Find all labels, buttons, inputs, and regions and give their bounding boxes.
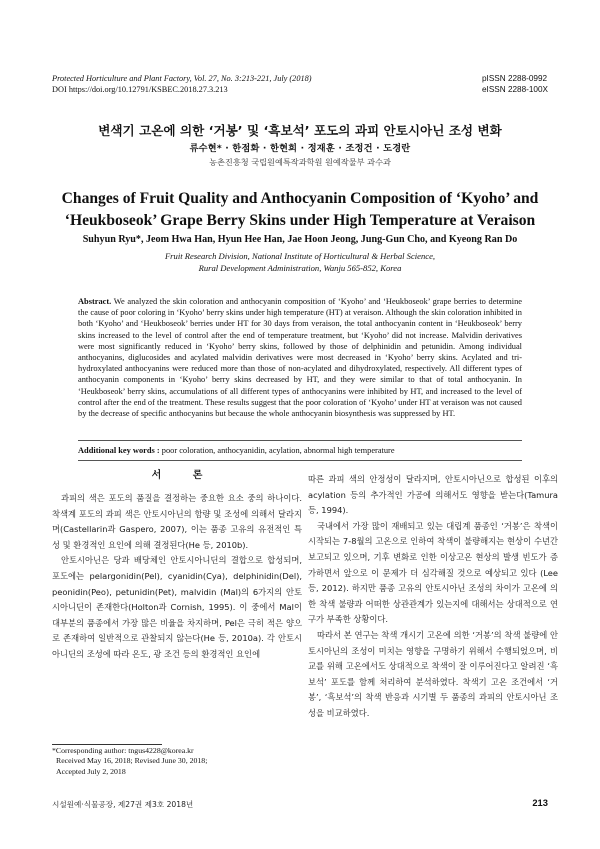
keywords-label: Additional key words : (78, 446, 160, 455)
abstract-label: Abstract. (78, 297, 112, 306)
paragraph: 과피의 색은 포도의 품질을 결정하는 중요한 요소 중의 하나이다. 착색계 포도의 과피 색은 안토시아닌의 함량 및 조성에 의해서 달라지며(Castellarin과 Gaspero, 2007), 이는 품종 고유의 유전적인 특성 및 환경적인 요인에 의해 결정된다(He 등, 2010b). (52, 493, 302, 550)
english-title: Changes of Fruit Quality and Anthocyanin Composition of ‘Kyoho’ and ‘Heukboseok’ Grape Berry Skins under High Temperature at Veraison (61, 190, 539, 229)
abstract (78, 296, 522, 419)
doi-link[interactable]: DOI https://doi.org/10.12791/KSBEC.2018.27.3.213 (52, 85, 228, 94)
paragraph: 안토시아닌은 당과 배당체인 안토시아니딘의 결합으로 합성되며, 포도에는 pelargonidin(Pel), cyanidin(Cya), delphinidin(Del), peonidin(Peo), petunidin(Pet), malvidin (Mal)의 6가지의 안토시아니딘이 존재한다(Holton과 Cornish, 1995). 이 중에서 Mal이 대부분의 품종에서 가장 많은 비율을 차지하며, Pel은 극히 적은 양으로 존재하여 일반적으로 관찰되지 않는다(He 등, 2010a). 각 안토시아니딘의 조성에 따라 온도, 광 조건 등의 환경적인 요인에 (52, 555, 302, 659)
eissn: eISSN 2288-100X (482, 85, 548, 94)
keywords-text: poor coloration, anthocyanidin, acylation, abnormal high temperature (159, 446, 395, 455)
abstract-text: We analyzed the skin coloration and anthocyanin composition of ‘Kyoho’ and ‘Heukboseok’ grape berries to determine the cause of poor coloring in ‘Kyoho’ berry skins under high temperature (HT) at veraison. Although the skin coloration inhibited in both ‘Kyoho’ and ‘Heukboseok’ berries under HT for 30 days from veraison, the total anthocyanin content in ‘Heukboseok’ berry skins increased to the level of control after the end of temperature treatment, but ‘Kyoho’ did not increase. Malvidin derivatives were most significantly reduced in ‘Kyoho’ berry skins, followed by those of delphinidin and petunidin. Among individual anthocyanins, diglucosides and acylated malvidin derivatives were most decreased in ‘Kyoho’ berry skins. Acylated and tri-hydroxylated anthocyanins were reduced more than those of non-acylated and dihydroxylated, respectively. All different types of anthocyanin components in ‘Kyoho’ berry skins decreased by HT, and they were similar to that of total anthocyanin. In ‘Heukboseok’ berry skins, accumulations of all different types of anthocyanins were inhibited by HT, and increased to the level of control after the end of the treatment. These results suggest that the poor coloration of ‘Kyoho’ under HT at veraison was not caused by the decrease of specific anthocyanins but because the whole anthocyanin biosynthesis was suppressed by HT. (78, 297, 522, 419)
keywords (78, 446, 522, 455)
keywords-bottom-rule (78, 460, 522, 461)
journal-header (52, 73, 312, 95)
affiliation-line-2: Rural Development Administration, Wanju 565-852, Korea (198, 262, 402, 273)
right-column (308, 472, 558, 722)
section-heading-introduction: 서 론 (151, 470, 217, 481)
footnote (52, 746, 302, 777)
korean-authors: 류수현* · 한점화 · 한현희 · 정재훈 · 조정건 · 도경란 (189, 143, 411, 154)
paragraph: 따라서 본 연구는 착색 개시기 고온에 의한 ‘거봉’의 착색 불량에 안토시아닌의 조성이 미치는 영향을 구명하기 위해서 수행되었으며, 비교를 위해 고온에서도 상대적으로 착색이 잘 이루어진다고 알려진 ‘흑보석’ 포도를 함께 처리하여 분석하였다. 착색기 고온 조건에서 ‘거봉’, ‘흑보석’의 착색 반응과 시기별 두 품종의 과피의 안토시아닌 조성을 비교하였다. (308, 629, 558, 718)
received-date: Received May 16, 2018; Revised June 30, 2018; (56, 756, 208, 766)
korean-affiliation: 농촌진흥청 국립원예특작과학원 원예작물부 과수과 (209, 157, 391, 167)
page-number: 213 (532, 797, 548, 808)
footer-journal: 시설원예·식물공장, 제27권 제3호 2018년 (52, 800, 194, 809)
affiliation-line-1: Fruit Research Division, National Institute of Horticultural & Herbal Science, (164, 251, 436, 261)
korean-title: 변색기 고온에 의한 ‘거봉’ 및 ‘흑보석’ 포도의 과피 안토시아닌 조성 변화 (98, 123, 502, 138)
footnote-rule (52, 744, 162, 745)
left-column (52, 468, 302, 663)
keywords-top-rule (78, 440, 522, 441)
issn-block (482, 73, 548, 95)
journal-citation: Protected Horticulture and Plant Factory, Vol. 27, No. 3:213-221, July (2018) (52, 74, 312, 83)
corresponding-author: *Corresponding author: tngus4228@korea.kr (52, 746, 194, 755)
paragraph: 따른 과피 색의 안정성이 달라지며, 안토시아닌으로 합성된 이후의 acylation 등의 추가적인 가공에 의해서도 영향을 받는다(Tamura 등, 1994). (308, 474, 558, 516)
pissn: pISSN 2288-0992 (482, 74, 548, 83)
english-affiliation (0, 251, 600, 274)
accepted-date: Accepted July 2, 2018 (56, 766, 126, 776)
english-authors: Suhyun Ryu*, Jeom Hwa Han, Hyun Hee Han, Jae Hoon Jeong, Jung-Gun Cho, and Kyeong Ran Do (82, 234, 518, 245)
paragraph: 국내에서 가장 많이 재배되고 있는 대립계 품종인 ‘거봉’은 착색이 시작되는 7-8월의 고온으로 인하여 착색이 불량해지는 현상이 수년간 보고되고 있으며, 기후 변화로 인한 이상고온 현상의 발생 빈도가 증가하면서 앞으로 이 문제가 더 심각해질 것으로 예상되고 있다 (Lee 등, 2012). 하지만 품종 고유의 안토시아닌 조성의 차이가 고온에 의한 착색 불량과 어떠한 상관관계가 있는지에 대해서는 상대적으로 연구가 부족한 상황이다. (308, 520, 558, 625)
